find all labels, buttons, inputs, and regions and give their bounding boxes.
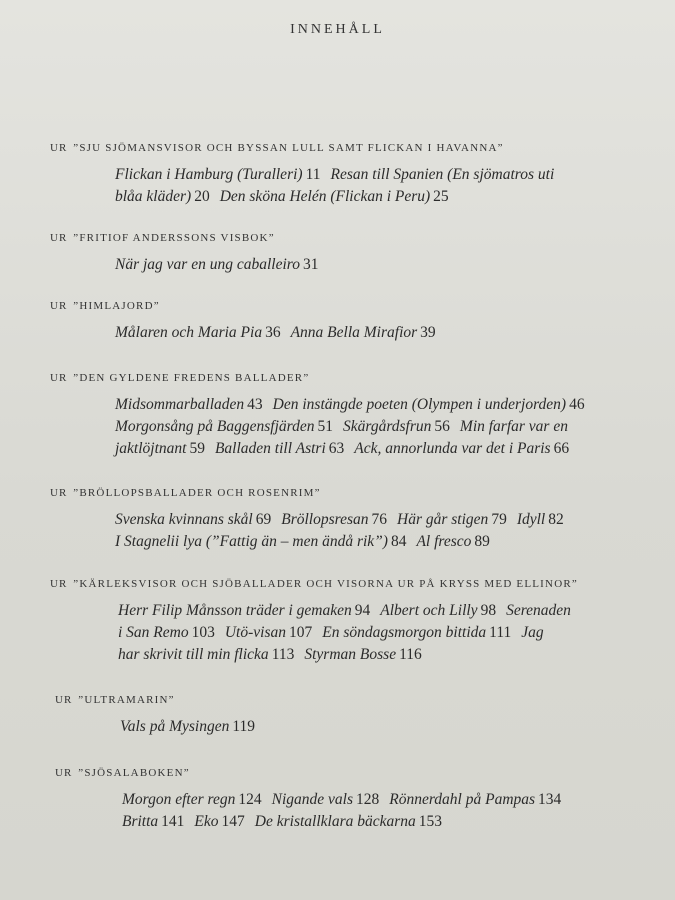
entry-line [115,186,645,208]
section-prefix: UR [50,487,68,499]
section-prefix: UR [50,232,68,244]
section-prefix: UR [50,578,68,590]
entry-title: Idyll [516,511,546,528]
section-heading [50,232,275,244]
section-source-title: ”BRÖLLOPSBALLADER OCH ROSENRIM” [73,487,321,499]
section-prefix: UR [50,142,68,154]
entry-page-number: 94 [354,602,371,619]
section-prefix: UR [55,767,73,779]
toc-entry [397,511,507,528]
entry-page-number: 36 [265,324,281,341]
toc-entry [120,718,255,735]
toc-entry [115,166,321,183]
toc-entry [122,791,262,808]
entry-page-number: 124 [238,791,262,808]
entry-line [118,600,648,622]
entry-page-number: 31 [302,256,319,273]
entry-line [115,531,645,553]
section-source-title: ”FRITIOF ANDERSSONS VISBOK” [73,232,275,244]
section-heading [50,578,578,590]
entry-line [122,789,652,811]
entry-title: i San Remo [118,624,189,641]
section-entries [120,716,650,738]
entry-line [115,322,645,344]
entry-line [115,438,645,460]
entry-title: Min farfar var en [459,418,568,435]
entry-page-number: 56 [434,418,450,435]
toc-entry [331,166,558,183]
entry-page-number: 11 [305,166,321,183]
toc-entry [115,188,210,205]
entry-page-number: 82 [548,511,564,528]
entry-title: Morgon efter regn [122,791,236,808]
entry-page-number: 147 [221,813,245,830]
entry-line [115,254,645,276]
entry-page-number: 128 [355,791,380,808]
section-entries [118,600,648,666]
toc-entry [118,646,294,663]
entry-line [115,509,645,531]
toc-entry [115,511,271,528]
entry-title: Målaren och Maria Pia [115,324,263,341]
entry-title: Styrman Bosse [304,646,397,663]
entry-title: En söndagsmorgon bittida [322,624,487,641]
section-source-title: ”DEN GYLDENE FREDENS BALLADER” [73,372,310,384]
section-entries [115,394,645,460]
entry-title: jaktlöjtnant [115,440,187,457]
toc-entry [380,602,496,619]
toc-entry [281,511,387,528]
section-heading [50,300,160,312]
entry-line [118,622,648,644]
entry-title: Rönnerdahl på Pampas [389,791,536,808]
section-entries [115,509,645,553]
toc-entry [194,813,244,830]
toc-entry [322,624,511,641]
toc-entry [416,533,489,550]
toc-entry [115,324,281,341]
entry-page-number: 25 [433,188,449,205]
toc-entry [354,440,569,457]
entry-title: Den sköna Helén (Flickan i Peru) [219,188,431,205]
section-source-title: ”SJÖSALABOKEN” [78,767,190,779]
section-heading [50,142,504,154]
entry-page-number: 119 [232,718,256,735]
entry-page-number: 134 [538,791,562,808]
entry-title: Den instängde poeten (Olympen i underjorden) [272,396,567,413]
section-source-title: ”HIMLAJORD” [73,300,160,312]
entry-title: Al fresco [416,533,472,550]
entry-line [122,811,652,833]
section-source-title: ”ULTRAMARIN” [78,694,175,706]
entry-title: Morgonsång på Baggensfjärden [115,418,315,435]
toc-entry [521,624,546,641]
section-entries [115,322,645,344]
toc-entry [389,791,561,808]
entry-title: I Stagnelii lya (”Fattig än – men ändå rik”) [115,533,388,550]
entry-title: har skrivit till min flicka [118,646,269,663]
entry-page-number: 69 [255,511,272,528]
toc-entry [291,324,436,341]
toc-entry [115,256,318,273]
entry-title: Serenaden [506,602,571,619]
section-source-title: ”KÄRLEKSVISOR OCH SJÖBALLADER OCH VISORNA UR PÅ KRYSS MED ELLINOR” [73,578,578,590]
toc-entry [460,418,571,435]
toc-entry [220,188,449,205]
entry-page-number: 79 [491,511,507,528]
entry-title: Herr Filip Månsson träder i gemaken [118,602,352,619]
entry-line [118,644,648,666]
entry-title: Här går stigen [397,511,489,528]
entry-page-number: 103 [191,624,215,641]
toc-entry [304,646,421,663]
entry-title: Vals på Mysingen [120,718,230,735]
section-entries [115,164,645,208]
entry-page-number: 76 [371,511,388,528]
entry-title: Britta [122,813,159,830]
toc-entry [115,418,333,435]
entry-title: När jag var en ung caballeiro [115,256,300,273]
entry-page-number: 46 [569,396,585,413]
toc-entry [517,511,564,528]
entry-title: blåa kläder) [115,188,192,205]
entry-title: Eko [194,813,219,830]
entry-title: Flickan i Hamburg (Turalleri) [115,166,303,183]
section-entries [122,789,652,833]
section-source-title: ”SJU SJÖMANSVISOR OCH BYSSAN LULL SAMT FLICKAN I HAVANNA” [73,142,504,154]
toc-entry [122,813,184,830]
entry-page-number: 113 [271,646,295,663]
entry-title: Midsommarballaden [115,396,245,413]
toc-entry [273,396,585,413]
toc-entry [343,418,450,435]
entry-title: Anna Bella Mirafior [290,324,418,341]
entry-line [115,164,645,186]
entry-title: Resan till Spanien (En sjömatros uti [330,166,555,183]
toc-entry [115,533,406,550]
entry-title: Jag [521,624,544,641]
section-heading [55,767,190,779]
section-heading [50,487,321,499]
toc-entry [225,624,312,641]
entry-page-number: 111 [489,624,512,641]
entry-page-number: 66 [553,440,570,457]
toc-entry [118,602,370,619]
entry-page-number: 51 [317,418,333,435]
entry-page-number: 43 [247,396,263,413]
entry-page-number: 20 [194,188,210,205]
entry-page-number: 107 [289,624,313,641]
entry-line [115,416,645,438]
entry-line [120,716,650,738]
entry-page-number: 116 [399,646,422,663]
entry-page-number: 153 [418,813,443,830]
entry-title: Skärgårdsfrun [342,418,432,435]
entry-title: Bröllopsresan [281,511,369,528]
entry-title: De kristallklara bäckarna [254,813,416,830]
toc-entry [115,440,205,457]
toc-entry [215,440,344,457]
entry-page-number: 59 [189,440,205,457]
entry-page-number: 141 [161,813,185,830]
section-prefix: UR [55,694,73,706]
entry-page-number: 84 [390,533,407,550]
entry-page-number: 89 [474,533,490,550]
entry-page-number: 63 [328,440,345,457]
toc-entry [506,602,574,619]
entry-title: Ack, annorlunda var det i Paris [354,440,551,457]
entry-title: Svenska kvinnans skål [115,511,253,528]
section-entries [115,254,645,276]
section-prefix: UR [50,300,68,312]
toc-entry [118,624,215,641]
entry-title: Nigande vals [271,791,353,808]
entry-line [115,394,645,416]
section-prefix: UR [50,372,68,384]
entry-title: Albert och Lilly [380,602,478,619]
entry-page-number: 39 [420,324,436,341]
section-heading [55,694,175,706]
toc-entry [255,813,442,830]
section-heading [50,372,309,384]
toc-entry [115,396,263,413]
toc-entry [272,791,380,808]
page-title: INNEHÅLL [290,22,385,37]
entry-title: Balladen till Astri [214,440,326,457]
entry-page-number: 98 [480,602,497,619]
entry-title: Utö-visan [224,624,286,641]
